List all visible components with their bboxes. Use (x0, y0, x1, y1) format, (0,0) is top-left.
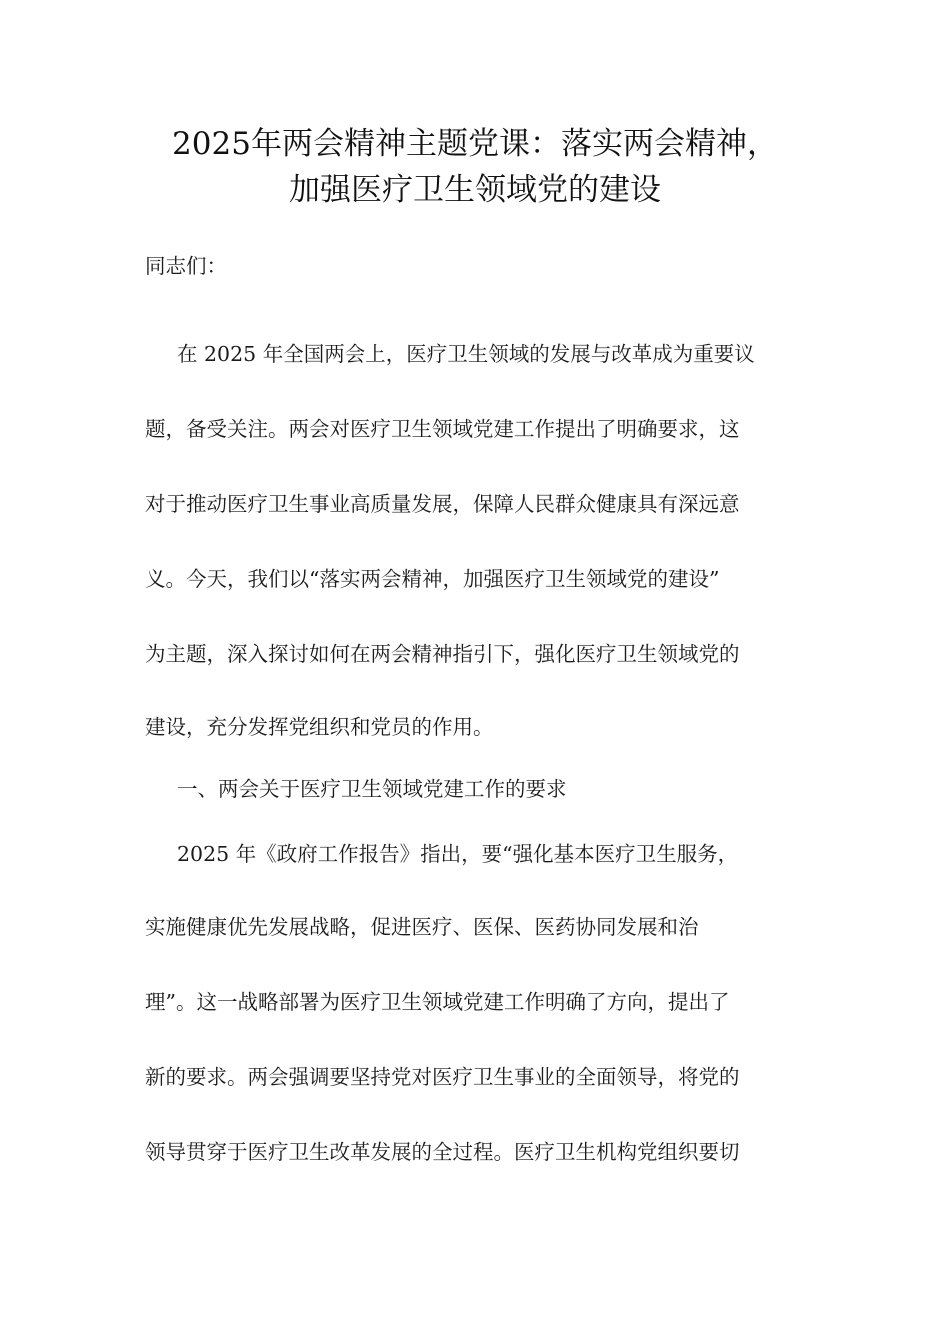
paragraph-1-line: 对于推动医疗卫生事业高质量发展，保障人民群众健康具有深远意 (145, 492, 740, 516)
paragraph-1-line: 义。今天，我们以“落实两会精神，加强医疗卫生领域党的建设” (145, 567, 720, 591)
paragraph-2-line: 理”。这一战略部署为医疗卫生领域党建工作明确了方向，提出了 (145, 990, 730, 1014)
paragraph-1-line: 建设，充分发挥党组织和党员的作用。 (145, 715, 494, 739)
paragraph-2-line: 2025 年《政府工作报告》指出，要“强化基本医疗卫生服务， (177, 842, 739, 866)
section-1-heading: 一、两会关于医疗卫生领域党建工作的要求 (177, 777, 567, 801)
paragraph-1-line: 为主题，深入探讨如何在两会精神指引下，强化医疗卫生领域党的 (145, 642, 740, 666)
salutation: 同志们： (145, 254, 227, 278)
paragraph-2-line: 实施健康优先发展战略，促进医疗、医保、医药协同发展和治 (145, 915, 699, 939)
paragraph-2-line: 领导贯穿于医疗卫生改革发展的全过程。医疗卫生机构党组织要切 (145, 1140, 740, 1164)
paragraph-1-line: 题，备受关注。两会对医疗卫生领域党建工作提出了明确要求，这 (145, 417, 740, 441)
paragraph-1-line: 在 2025 年全国两会上，医疗卫生领域的发展与改革成为重要议 (177, 342, 755, 366)
paragraph-2-line: 新的要求。两会强调要坚持党对医疗卫生事业的全面领导，将党的 (145, 1065, 740, 1089)
document-title-line-1: 2025年两会精神主题党课：落实两会精神， (172, 126, 778, 162)
document-title-line-2: 加强医疗卫生领域党的建设 (289, 172, 661, 208)
